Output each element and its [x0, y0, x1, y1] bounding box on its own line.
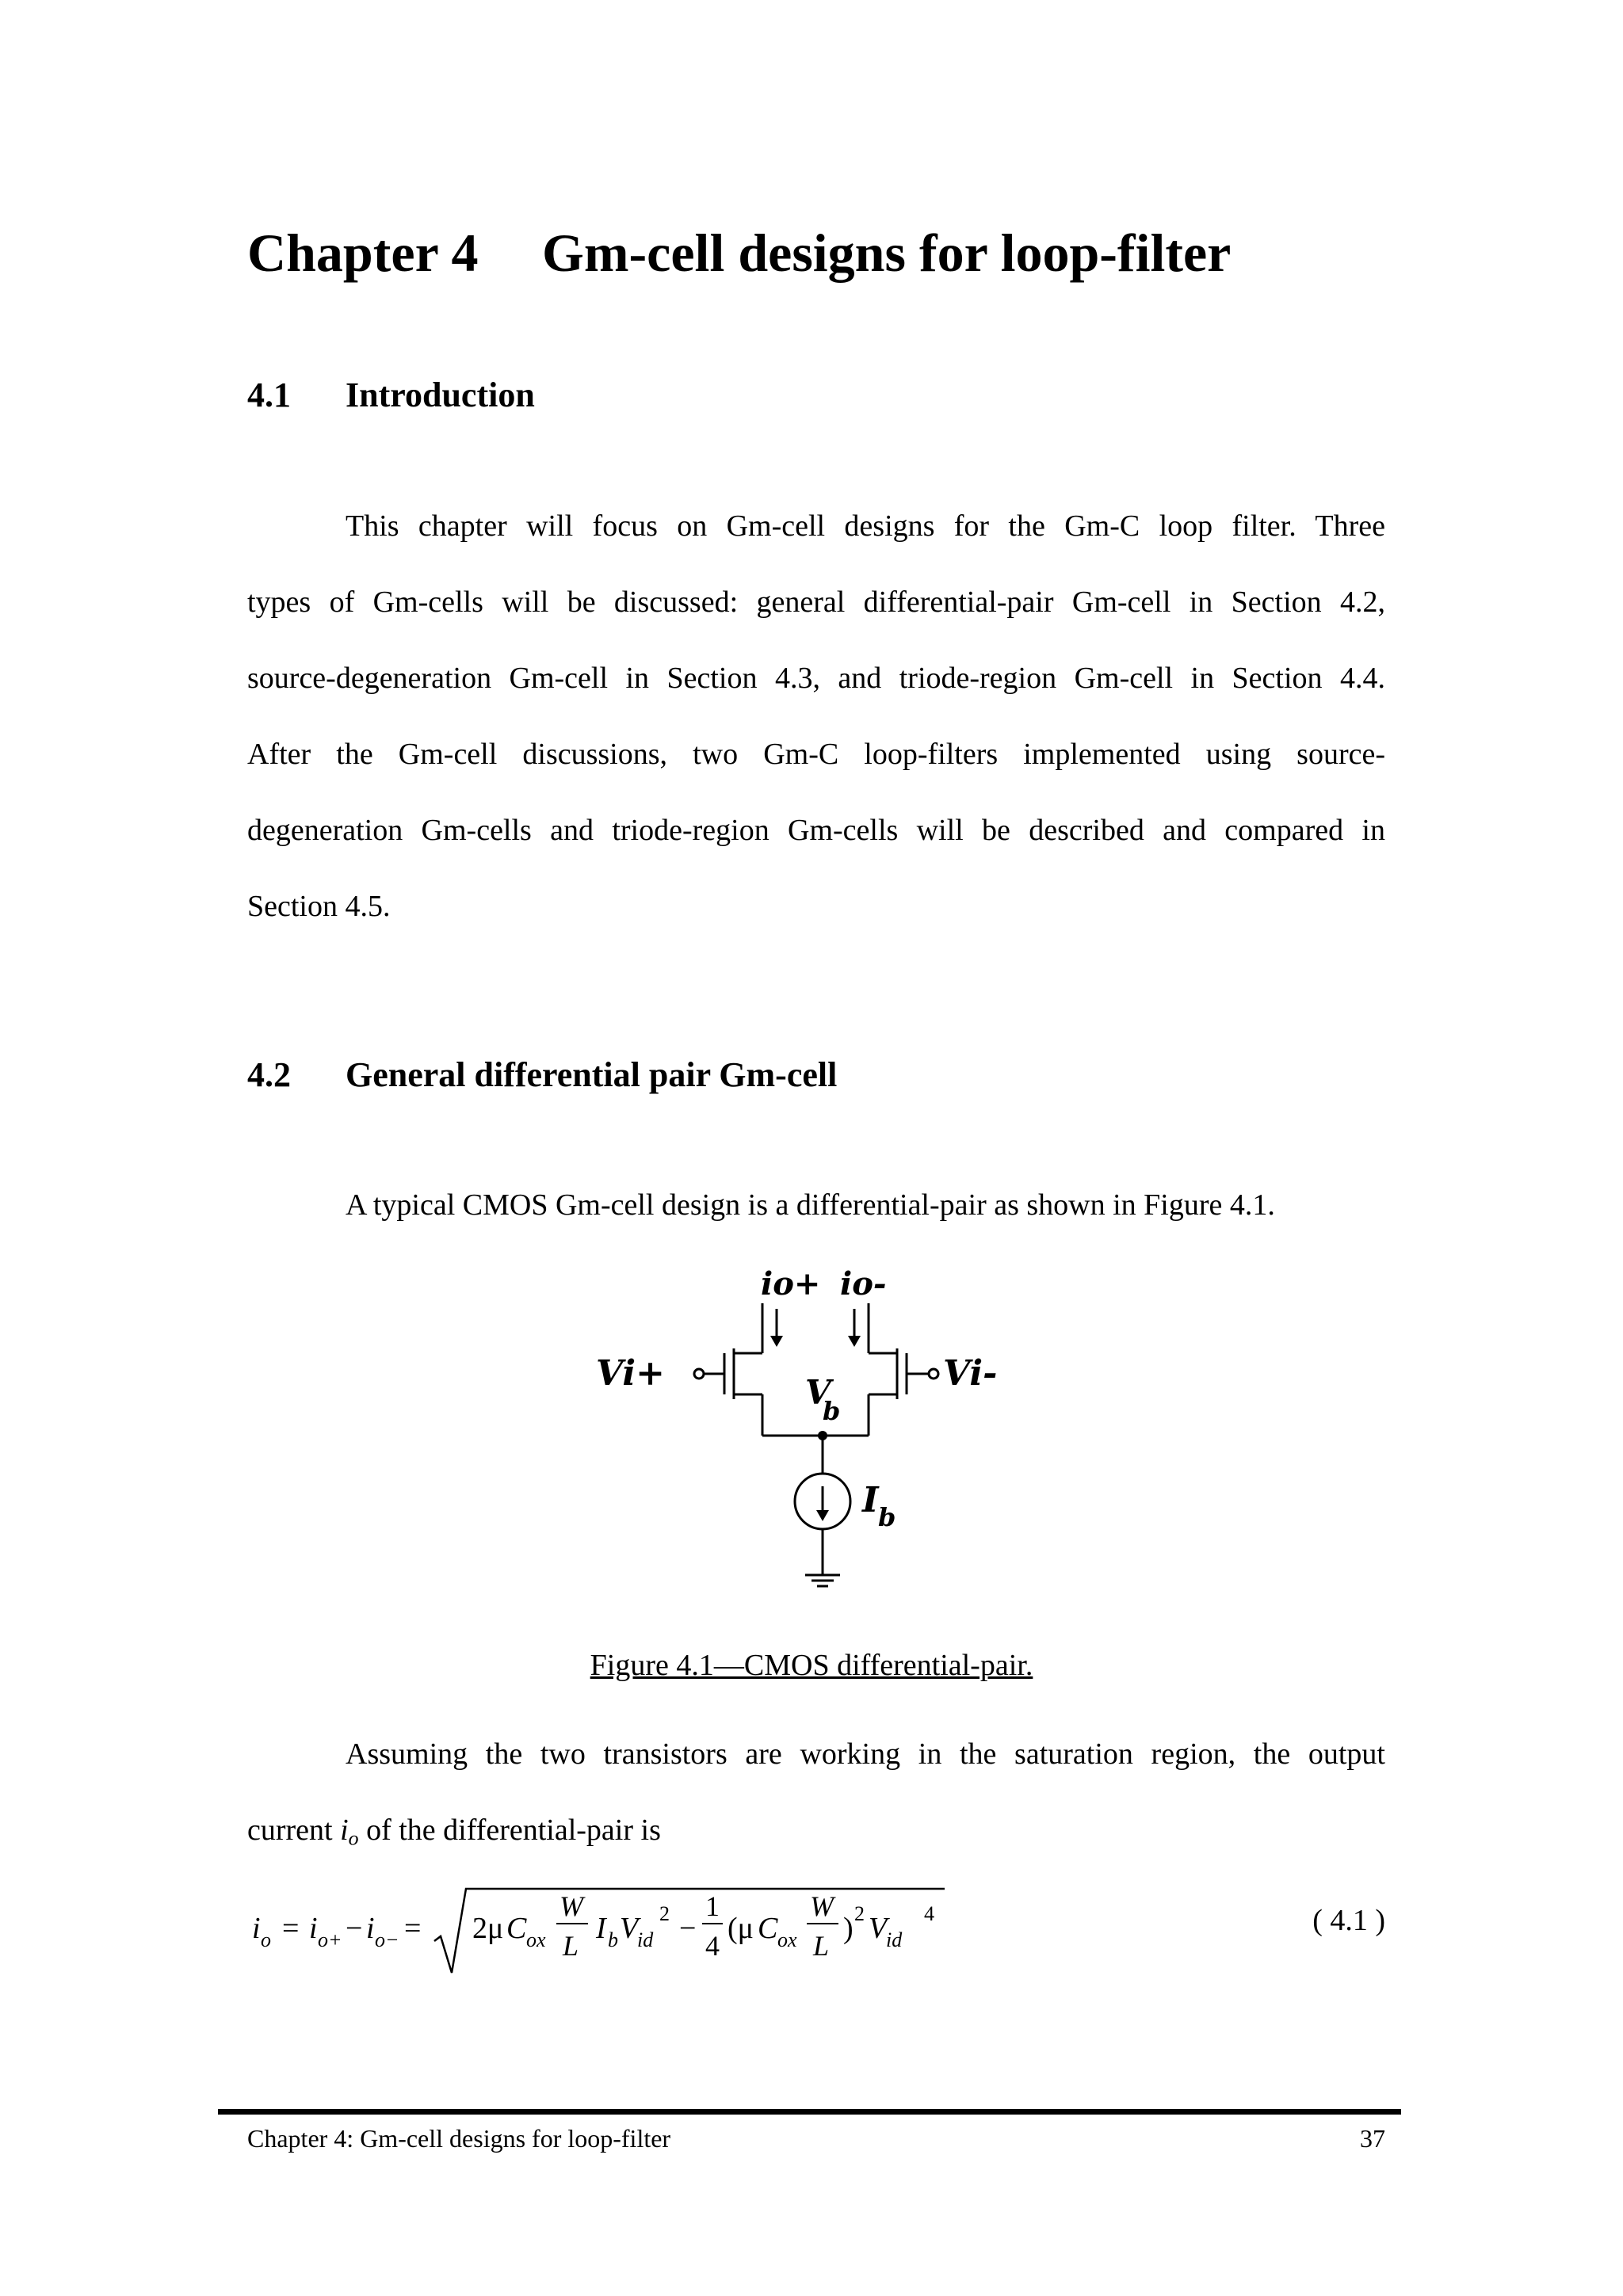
- chapter-title: [247, 223, 1232, 283]
- footer-chapter-title: Chapter 4: Gm-cell designs for loop-filter: [247, 2124, 671, 2153]
- svg-text:b: b: [608, 1928, 618, 1951]
- svg-text:C: C: [758, 1912, 778, 1945]
- ib-label: I: [862, 1480, 879, 1520]
- svg-text:W: W: [559, 1890, 583, 1922]
- differential-pair-figure: [586, 1260, 1062, 1608]
- svg-text:4: 4: [924, 1902, 934, 1925]
- figure-caption: Figure 4.1—CMOS differential-pair.: [590, 1649, 1033, 1682]
- svg-text:W: W: [810, 1890, 834, 1922]
- paragraph-line: Section 4.5.: [247, 890, 391, 923]
- svg-text:1: 1: [705, 1890, 720, 1922]
- paragraph-line: types of Gm-cells will be discussed: general differential-pair Gm-cell in Section 4.2,: [247, 585, 1385, 619]
- svg-text:L: L: [563, 1930, 579, 1962]
- vi-plus-terminal: [694, 1369, 704, 1379]
- io-variable: i: [340, 1814, 349, 1847]
- svg-text:i: i: [252, 1912, 261, 1945]
- differential-pair-schematic: [586, 1260, 1062, 1608]
- footer-rule: [218, 2109, 1401, 2115]
- svg-text:V: V: [869, 1912, 888, 1945]
- svg-text:id: id: [886, 1928, 903, 1951]
- io-plus-arrow: [770, 1336, 783, 1347]
- svg-text:id: id: [637, 1928, 654, 1951]
- svg-text:−: −: [679, 1912, 697, 1945]
- svg-text:−: −: [346, 1912, 363, 1945]
- svg-text:o: o: [261, 1928, 271, 1951]
- vb-subscript: b: [823, 1396, 841, 1426]
- equation-number: ( 4.1 ): [1312, 1904, 1385, 1937]
- svg-text:): ): [843, 1912, 854, 1945]
- chapter-number: Chapter 4: [247, 223, 479, 283]
- figure-reference-line: A typical CMOS Gm-cell design is a differential-pair as shown in Figure 4.1.: [346, 1188, 1275, 1222]
- svg-text:o−: o−: [375, 1928, 399, 1951]
- common-node-dot: [818, 1431, 827, 1440]
- vi-minus-label: Vi-: [943, 1353, 998, 1394]
- equation-svg: [247, 1878, 960, 1989]
- section-number: 4.1: [247, 376, 291, 414]
- equation-4-1: [247, 1878, 960, 1989]
- svg-text:4: 4: [705, 1930, 720, 1962]
- section-title: Introduction: [346, 376, 535, 414]
- svg-text:ox: ox: [526, 1928, 546, 1951]
- vb-label: V: [805, 1373, 831, 1412]
- svg-text:V: V: [620, 1912, 639, 1945]
- section-title: General differential pair Gm-cell: [346, 1055, 838, 1094]
- svg-text:2: 2: [659, 1902, 670, 1925]
- ib-subscript: b: [878, 1502, 896, 1532]
- paragraph-line: After the Gm-cell discussions, two Gm-C loop-filters implemented using source-: [247, 738, 1385, 771]
- paragraph-line: This chapter will focus on Gm-cell designs for the Gm-C loop filter. Three: [346, 509, 1385, 543]
- svg-text:=: =: [404, 1912, 422, 1945]
- svg-text:o+: o+: [318, 1928, 342, 1951]
- svg-text:i: i: [309, 1912, 318, 1945]
- paragraph-line: current $i_o$ of the differential-pair is: [247, 1814, 661, 1850]
- svg-text:ox: ox: [777, 1928, 797, 1951]
- svg-text:=: =: [282, 1912, 300, 1945]
- io-minus-label: io-: [840, 1265, 887, 1302]
- section-number: 4.2: [247, 1055, 291, 1094]
- paragraph-line: source-degeneration Gm-cell in Section 4.3, and triode-region Gm-cell in Section 4.4.: [247, 662, 1385, 695]
- svg-text:2μ: 2μ: [472, 1912, 504, 1945]
- ib-arrow: [816, 1510, 829, 1521]
- section-heading-4-2: [247, 1055, 838, 1094]
- svg-text:i: i: [366, 1912, 375, 1945]
- svg-text:L: L: [813, 1930, 830, 1962]
- svg-text:I: I: [596, 1912, 606, 1945]
- chapter-title-text: Gm-cell designs for loop-filter: [542, 223, 1232, 283]
- vi-plus-label: Vi+: [596, 1353, 665, 1394]
- paragraph-line: Assuming the two transistors are working in the saturation region, the output: [346, 1737, 1385, 1771]
- svg-text:2: 2: [854, 1902, 865, 1925]
- vi-minus-terminal: [929, 1369, 938, 1379]
- paragraph-line: degeneration Gm-cells and triode-region Gm-cells will be described and compared in: [247, 814, 1385, 847]
- io-minus-arrow: [848, 1336, 861, 1347]
- io-plus-label: io+: [761, 1265, 821, 1302]
- svg-text:(μ: (μ: [727, 1912, 754, 1945]
- section-heading-4-1: [247, 378, 535, 413]
- page-number: 37: [1360, 2124, 1385, 2153]
- svg-text:C: C: [506, 1912, 527, 1945]
